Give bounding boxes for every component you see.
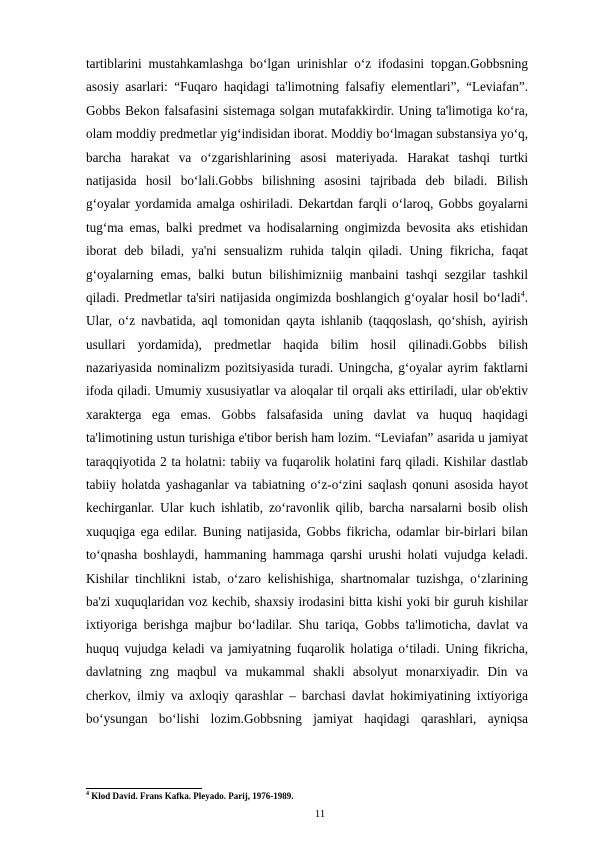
text-line: barcha harakat va o‘zgarishlarining asosi materiyada. Harakat tashqi turtki <box>86 149 528 165</box>
text-line: olam moddiy predmetlar yig‘indisidan iborat. Moddiy bo‘lmagan substansiya yo‘q, <box>86 126 528 142</box>
text-line: kechirganlar. Ular kuch ishlatib, zo‘ravonlik qilib, barcha narsalarni bosib olish <box>86 500 528 516</box>
text-line: usullari yordamida), predmetlar haqida bilim hosil qilinadi.Gobbs bilish <box>86 336 528 352</box>
text-line: Kishilar tinchlikni istab, o‘zaro kelishishiga, shartnomalar tuzishga, o‘zlarining <box>86 570 528 586</box>
text-line: bo‘ysungan bo‘lishi lozim.Gobbsning jamiyat haqidagi qarashlari, ayniqsa <box>86 710 528 726</box>
footnote-separator <box>86 788 202 789</box>
text-line: xarakterga ega emas. Gobbs falsafasida uning davlat va huquq haqidagi <box>86 406 528 422</box>
footnote-text: Klod David. Frans Kafka. Pleyado. Parij, 1976-1989. <box>89 791 294 801</box>
footnote-marker: 4 <box>86 791 89 797</box>
text-line: to‘qnasha boshlaydi, hammaning hammaga qarshi urushi holati vujudga keladi. <box>86 547 528 563</box>
footnote-reference[interactable]: 4 <box>520 289 525 299</box>
text-line: huquq vujudga keladi va jamiyatning fuqarolik holatiga o‘tiladi. Uning fikricha, <box>86 640 528 656</box>
page-number: 11 <box>314 808 326 820</box>
text-line-content: qiladi. Predmetlar ta'siri natijasida ongimizda boshlangich g‘oyalar hosil bo‘ladi <box>86 289 521 305</box>
text-line: ta'limotining ustun turishiga e'tibor berish ham lozim. “Leviafan” asarida u jamiyat <box>86 430 528 446</box>
text-line: iborat deb biladi, ya'ni sensualizm ruhida talqin qiladi. Uning fikricha, faqat <box>86 243 528 259</box>
footnote <box>86 791 528 802</box>
text-line: taraqqiyotida 2 ta holatni: tabiiy va fuqarolik holatini farq qiladi. Kishilar dastlab <box>86 453 528 469</box>
text-line: g‘oyalar yordamida amalga oshiriladi. Dekartdan farqli o‘laroq, Gobbs goyalarni <box>86 196 528 212</box>
text-line: nazariyasida nominalizm pozitsiyasida turadi. Uningcha, g‘oyalar ayrim faktlarni <box>86 360 528 376</box>
text-line: natijasida hosil bo‘lali.Gobbs bilishning asosini tajribada deb biladi. Bilish <box>86 172 528 188</box>
text-line: cherkov, ilmiy va axloqiy qarashlar – barchasi davlat hokimiyatining ixtiyoriga <box>86 687 528 703</box>
text-line: davlatning zng maqbul va mukammal shakli absolyut monarxiyadir. Din va <box>86 664 528 680</box>
text-line: Ular, o‘z navbatida, aql tomonidan qayta ishlanib (taqqoslash, qo‘shish, ayirish <box>86 313 528 329</box>
text-line-with-footnote-ref: qiladi. Predmetlar ta'siri natijasida ongimizda boshlangich g‘oyalar hosil bo‘ladi$^4$. <box>86 289 528 305</box>
text-line: ba'zi xuquqlaridan voz kechib, shaxsiy irodasini bitta kishi yoki bir guruh kishilar <box>86 593 528 609</box>
text-line: tartiblarini mustahkamlashga bo‘lgan urinishlar o‘z ifodasini topgan.Gobbsning <box>86 56 528 71</box>
body-text <box>86 52 528 730</box>
text-line: ixtiyoriga berishga majbur bo‘ladilar. Shu tariqa, Gobbs ta'limoticha, davlat va <box>86 617 528 633</box>
text-line: Gobbs Bekon falsafasini sistemaga solgan mutafakkirdir. Uning ta'limotiga ko‘ra, <box>86 102 528 118</box>
text-line: xuquqiga ega edilar. Buning natijasida, Gobbs fikricha, odamlar bir-birlari bilan <box>86 523 528 539</box>
text-line: g‘oyalarning emas, balki butun bilishimizniig manbaini tashqi sezgilar tashkil <box>86 266 528 282</box>
text-line: ifoda qiladi. Umumiy xususiyatlar va aloqalar til orqali aks ettiriladi, ular ob'ektiv <box>86 383 528 399</box>
text-line: asosiy asarlari: “Fuqaro haqidagi ta'limotning falsafiy elementlari”, “Leviafan”. <box>86 79 528 95</box>
text-line: tabiiy holatda yashaganlar va tabiatning o‘z-o‘zini saqlash qonuni asosida hayot <box>86 477 528 493</box>
text-line: tug‘ma emas, balki predmet va hodisalarning ongimizda bevosita aks etishidan <box>86 219 528 235</box>
